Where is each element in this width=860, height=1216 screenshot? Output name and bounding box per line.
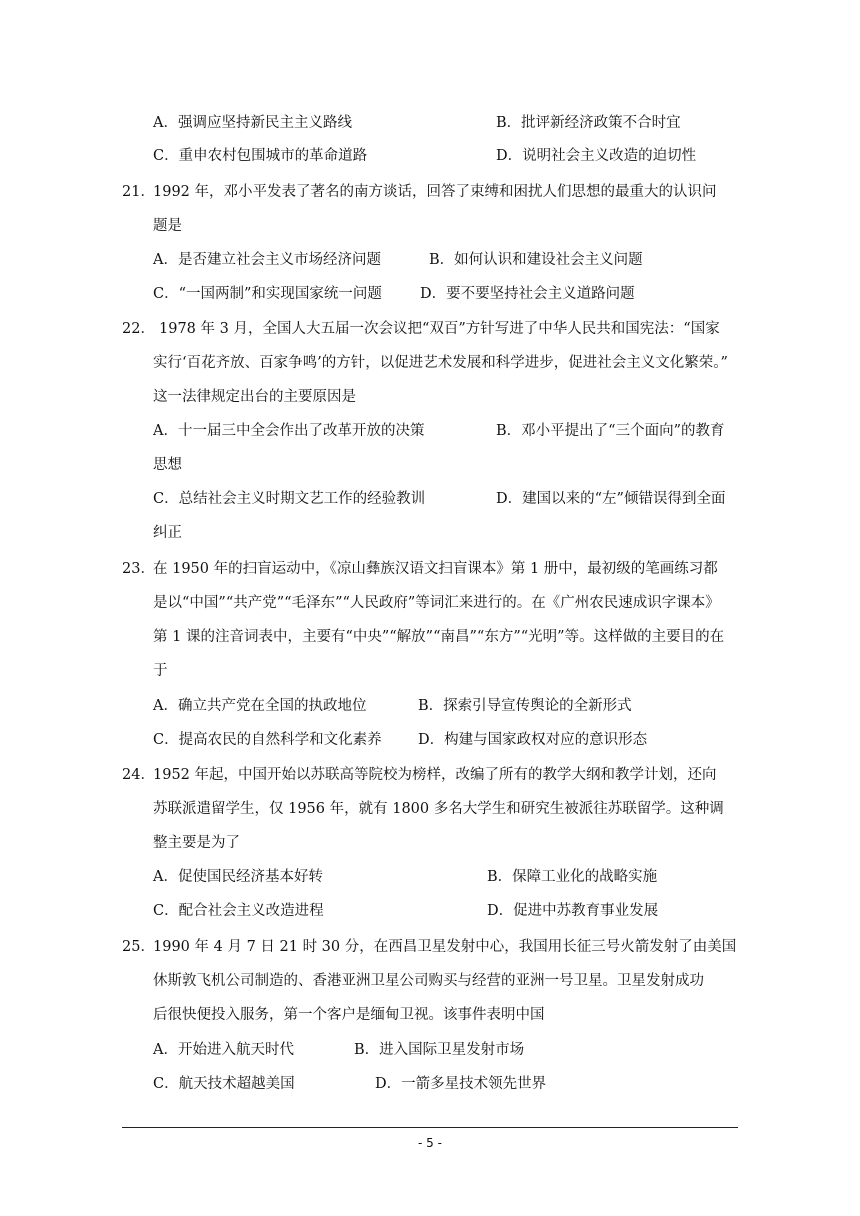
q23-option-b: B．探索引导宣传舆论的全新形式 [418, 698, 632, 714]
footer-divider [122, 1127, 738, 1128]
q21-number: 21． [122, 184, 155, 200]
q21-option-a: A．是否建立社会主义市场经济问题 [153, 252, 381, 268]
q22-option-c: C．总结社会主义时期文艺工作的经验教训 [153, 491, 426, 507]
q24-number: 24． [122, 767, 155, 783]
q22-stem-line-1: 1978 年 3 月，全国人大五届一次会议把“双百”方针写进了中华人民共和国宪法：“国家 [159, 321, 720, 337]
q25-option-c: C．航天技术超越美国 [153, 1076, 295, 1092]
q20-option-c: C．重申农村包围城市的革命道路 [153, 148, 368, 164]
q21-option-d: D．要不要坚持社会主义道路问题 [420, 286, 635, 302]
q25-stem-line-1: 1990 年 4 月 7 日 21 时 30 分，在西昌卫星发射中心，我国用长征三号火箭发射了由美国 [153, 939, 737, 955]
q20-option-a: A．强调应坚持新民主主义路线 [153, 115, 352, 131]
q25-option-a: A．开始进入航天时代 [153, 1042, 294, 1058]
q23-stem-line-4: 于 [153, 663, 168, 679]
q23-option-a: A．确立共产党在全国的执政地位 [153, 698, 367, 714]
q24-option-a: A．促使国民经济基本好转 [153, 869, 323, 885]
q20-option-d: D．说明社会主义改造的迫切性 [496, 148, 697, 164]
q23-number: 23． [122, 561, 155, 577]
q21-option-c: C．“一国两制”和实现国家统一问题 [153, 286, 382, 302]
q23-stem-line-1: 在 1950 年的扫盲运动中，《凉山彝族汉语文扫盲课本》第 1 册中，最初级的笔画练习都 [153, 561, 718, 577]
q21-option-b: B．如何认识和建设社会主义问题 [429, 252, 643, 268]
q22-option-a: A．十一届三中全会作出了改革开放的决策 [153, 423, 425, 439]
q23-stem-line-2: 是以“中国”“共产党”“毛泽东”“人民政府”等词汇来进行的。在《广州农民速成识字课本》 [153, 595, 720, 611]
q22-number: 22． [122, 321, 155, 337]
q23-option-d: D．构建与国家政权对应的意识形态 [418, 732, 648, 748]
q24-option-b: B．保障工业化的战略实施 [487, 869, 658, 885]
q23-stem-line-3: 第 1 课的注音词表中，主要有“中央”“解放”“南昌”“东方”“光明”等。这样做的主要目的在 [153, 629, 725, 645]
q24-stem-line-1: 1952 年起，中国开始以苏联高等院校为榜样，改编了所有的教学大纲和教学计划，还向 [153, 767, 717, 783]
q20-option-b: B．批评新经济政策不合时宜 [496, 115, 681, 131]
page-number: - 5 - [418, 1136, 442, 1150]
q23-option-c: C．提高农民的自然科学和文化素养 [153, 732, 382, 748]
q22-stem-line-2: 实行‘百花齐放、百家争鸣’的方针，以促进艺术发展和科学进步，促进社会主义文化繁荣。” [153, 355, 728, 371]
q22-option-b: B．邓小平提出了“三个面向”的教育 [496, 423, 725, 439]
q22-option-d: D．建国以来的“左”倾错误得到全面 [496, 491, 726, 507]
q24-option-c: C．配合社会主义改造进程 [153, 903, 324, 919]
q24-stem-line-3: 整主要是为了 [153, 835, 240, 851]
q21-stem-line-1: 1992 年，邓小平发表了著名的南方谈话，回答了束缚和困扰人们思想的最重大的认识问 [153, 184, 717, 200]
q24-stem-line-2: 苏联派遣留学生，仅 1956 年，就有 1800 多名大学生和研究生被派往苏联留学。这种调 [153, 801, 724, 817]
q25-stem-line-3: 后很快便投入服务，第一个客户是缅甸卫视。该事件表明中国 [153, 1007, 545, 1023]
q24-option-d: D．促进中苏教育事业发展 [487, 903, 659, 919]
q22-option-d-continued: 纠正 [153, 525, 182, 541]
q25-option-d: D．一箭多星技术领先世界 [375, 1076, 547, 1092]
q22-stem-line-3: 这一法律规定出台的主要原因是 [153, 389, 356, 405]
q25-stem-line-2: 休斯敦飞机公司制造的、香港亚洲卫星公司购买与经营的亚洲一号卫星。卫星发射成功 [153, 973, 704, 989]
q21-stem-line-2: 题是 [153, 218, 182, 234]
q25-option-b: B．进入国际卫星发射市场 [354, 1042, 525, 1058]
q22-option-b-continued: 思想 [153, 457, 182, 473]
q25-number: 25． [122, 939, 155, 955]
